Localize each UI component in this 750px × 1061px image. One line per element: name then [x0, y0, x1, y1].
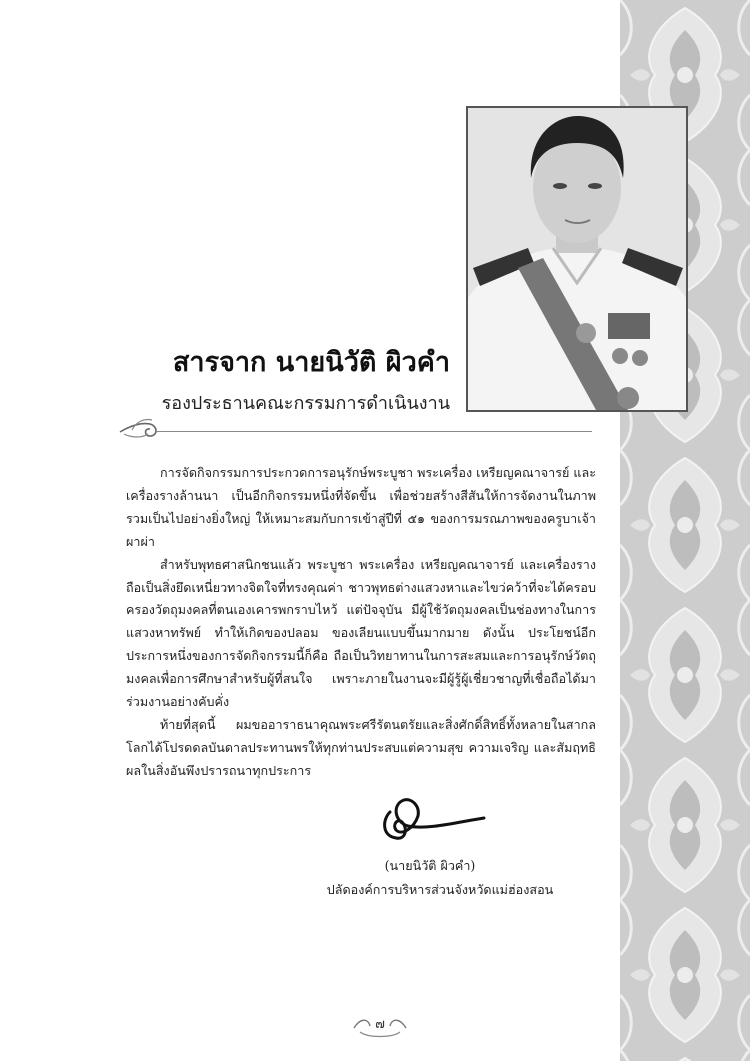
page-subtitle: รองประธานคณะกรรมการดำเนินงาน [161, 393, 450, 414]
body-paragraph: ท้ายที่สุดนี้ ผมขออาราธนาคุณพระศรีรัตนตรัยและสิ่งศักดิ์สิทธิ์ทั้งหลายในสากลโลกได้โปรดดลบันดาลประทานพรให้ทุกท่านประสบแต่ความสุข ความเจริญ และสัมฤทธิผลในสิ่งอันพึงปรารถนาทุกประการ [126, 716, 596, 778]
page-number-ornament [350, 1010, 410, 1040]
message-body [126, 462, 596, 783]
body-paragraph: สำหรับพุทธศาสนิกชนแล้ว พระบูชา พระเครื่อง เหรียญคณาจารย์ และเครื่องรางถือเป็นสิ่งยึดเหนี่ยวทางจิตใจที่ทรงคุณค่า ชาวพุทธต่างแสวงหาและไขว่คว้าที่จะได้ครอบครองวัตถุมงคลที่ตนเองเคารพกราบไหว้ แต่ปัจจุบัน มีผู้ใช้วัตถุมงคลเป็นช่องทางในการแสวงหาทรัพย์ ทำให้เกิดของปลอม ของเลียนแบบขึ้นมากมาย ดังนั้น ประโยชน์อีกประการหนึ่งของการจัดกิจกรรมนี้ก็คือ ถือเป็นวิทยาทานในการสะสมและการอนุรักษ์วัตถุมงคลเพื่อการศึกษาสำหรับผู้ที่สนใจ เพราะภายในงานจะมีผู้รู้ผู้เชี่ยวชาญที่เชื่อถือได้มาร่วมงานอย่างคับคั่ง [126, 556, 596, 710]
portrait-photo [466, 106, 688, 412]
page-number: ๗ [375, 1017, 385, 1032]
portrait-illustration [468, 108, 686, 410]
signatory-name: (นายนิวัติ ผิวคำ) [384, 858, 476, 873]
signatory-position: ปลัดองค์การบริหารส่วนจังหวัดแม่ฮ่องสอน [326, 882, 554, 897]
divider-line [156, 431, 592, 432]
swirl-ornament-icon [118, 412, 162, 442]
body-paragraph: การจัดกิจกรรมการประกวดการอนุรักษ์พระบูชา พระเครื่อง เหรียญคณาจารย์ และเครื่องรางล้านนา เป็นอีกกิจกรรมหนึ่งที่จัดขึ้น เพื่อช่วยสร้างสีสันให้การจัดงานในภาพรวมเป็นไปอย่างยิ่งใหญ่ ให้เหมาะสมกับการเข้าสู่ปีที่ ๕๑ ของการมรณภาพของครูบาเจ้าผาผ่า [126, 465, 597, 549]
handwritten-signature [378, 792, 488, 852]
page-title: สารจาก นายนิวัติ ผิวคำ [172, 347, 450, 378]
